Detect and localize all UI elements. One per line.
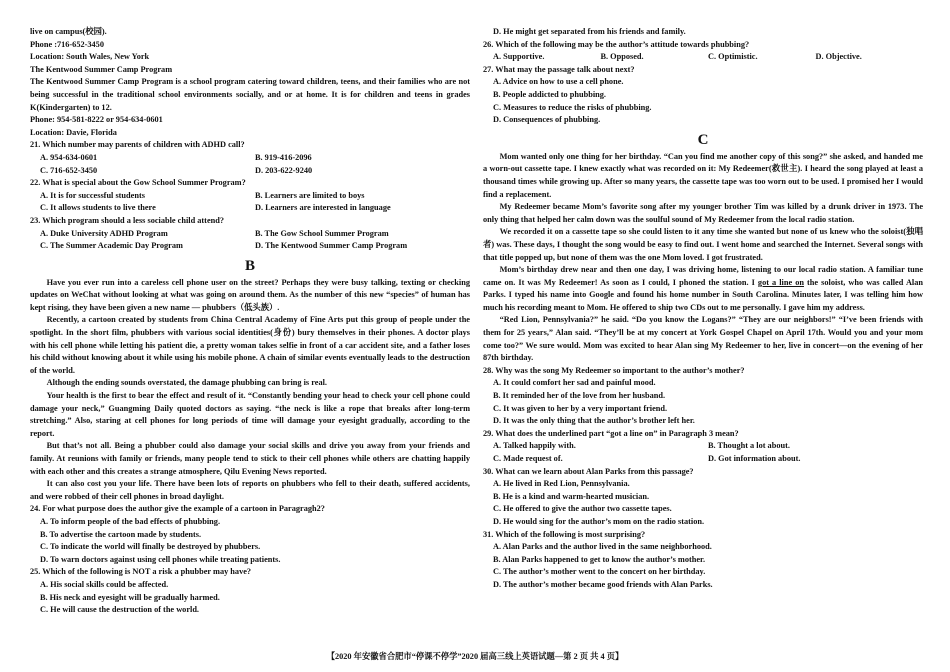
passage-b-paragraph: Your health is the first to bear the effect and result of it. “Constantly bending your head to check your cell phone could damage your neck,” Guangming Daily quoted doctors as saying. “the neck is like a rope that breaks after long-term stretching.” Also, staring at cell phones for long periods of time will damage your eyesight gradually, according to the report. (30, 391, 470, 438)
option-b: B. 919-416-2096 (255, 152, 312, 162)
question-24 (30, 503, 470, 566)
option-d: D. He might get separated from his friends and family. (493, 27, 686, 36)
paragraph-text: Mom’s birthday drew near and then one day, I was driving home, listening to our local radio station. A familiar tune came on. It was My Redeemer! As soon as I could, I phoned the station. I (483, 265, 923, 287)
option-a: A. Advice on how to use a cell phone. (493, 77, 624, 87)
option-a: A. He lived in Red Lion, Pennsylvania. (493, 479, 630, 489)
text-line: live on campus(校园). (30, 27, 107, 36)
question-stem: 23. Which program should a less sociable child attend? (30, 215, 225, 225)
option-c: C. The Summer Academic Day Program (40, 241, 183, 251)
right-column (483, 26, 923, 592)
option-a: A. To inform people of the bad effects of phubbing. (40, 516, 221, 526)
passage-c-paragraph: My Redeemer became Mom’s favorite song after my younger brother Tim was killed by a drunk driver in 1973. The only thing that helped her calm down was the soulful sound of My Redeemer from the local radio station. (483, 202, 923, 224)
paragraph-text: the soloist, who was called Alan Parks. I typed his name into Google and found his home number in South Carolina. Minutes later, I was telling him how much his recording meant to Mom. He offered to ship two CDs out to me personally. I gave him my address. (483, 277, 924, 312)
passage-c-paragraph: We recorded it on a cassette tape so she could listen to it any time she wanted but none of us knew who the soloist(独唱者) was. These days, I thought the song would be easy to find out. I went home and searched the Internet. Several songs with that title popped up, but none of them was the one Mom loved. I got frustrated. (483, 227, 923, 262)
passage-b-paragraph: It can also cost you your life. There have been lots of reports on phubbers who fell to their death, suffered accidents, and were robbed of their cell phones in broad daylight. (30, 479, 470, 501)
option-b: B. The Gow School Summer Program (255, 228, 389, 238)
option-a: A. It is for successful students (40, 190, 145, 200)
option-d: D. Learners are interested in language (255, 203, 391, 213)
question-21 (30, 139, 470, 177)
option-b: B. Alan Parks happened to get to know the author’s mother. (493, 554, 706, 564)
option-a: A. Duke University ADHD Program (40, 228, 168, 238)
passage-c-paragraph: Mom wanted only one thing for her birthday. “Can you find me another copy of this song?” she asked, and handed me a worn-out cassette tape. I knew exactly what was recorded on it: My Redeemer(救世主). I heard the song played at least a thousand times while growing up. After so many years, the cassette tape was too worn out to be used. I promised her I would find a replacement. (483, 151, 923, 199)
kentwood-description: The Kentwood Summer Camp Program is a school program catering toward children, teens, and their families who are not being successful in the traditional school environments socially, and or at home. It is for children and teens in grades K(Kindergarten) to 12. (30, 77, 470, 112)
section-b-title: B (244, 257, 255, 274)
option-c: C. 716-652-3450 (40, 165, 98, 175)
question-28 (483, 365, 923, 428)
option-d: D. It was the only thing that the author’s brother left her. (493, 416, 695, 426)
question-26 (483, 39, 923, 64)
passage-b-paragraph: Recently, a cartoon created by students from China Central Academy of Fine Arts put this group of people under the spotlight. In the short film, phubbers with various social identities(身份) bury themselves in their phones. A doctor plays with his cell phone while letting his patient die, a pretty woman takes selfie in front of a car accident site, and a father loses his child without knowing about it while using his mobile phone. A chain of similar events eventually leads to the destruction of the world. (30, 315, 470, 375)
question-30 (483, 466, 923, 529)
option-b: B. He is a kind and warm-hearted musician. (493, 491, 650, 501)
option-b: B. It reminded her of the love from her husband. (493, 391, 666, 401)
passage-b-paragraph: But that’s not all. Being a phubber could also damage your social skills and drive you away from your friends and family. At reunions with family or friends, many people tend to stick to their cell phones while others are chatting happily with each other and this creates a strange atmosphere, Qilu Evening News reported. (30, 441, 470, 476)
question-29 (483, 428, 923, 466)
text-line: Phone :716-652-3450 (30, 39, 104, 49)
passage-b-paragraph: Have you ever run into a careless cell phone user on the street? Perhaps they were busy talking, texting or checking updates on WeChat without looking at what was going on around them. As the number of this new “species” of human has kept rising, they have been given a new name — phubbers（低头族）. (30, 277, 470, 312)
option-b: B. People addicted to phubbing. (493, 89, 606, 99)
option-c: C. Measures to reduce the risks of phubbing. (493, 102, 652, 112)
question-25 (30, 566, 470, 616)
option-b: B. Thought a lot about. (708, 441, 790, 451)
option-c: C. The author’s mother went to the concert on her birthday. (493, 567, 706, 577)
option-b: B. Learners are limited to boys (255, 190, 365, 200)
passage-c-paragraph (483, 264, 923, 314)
option-c: C. To indicate the world will finally be destroyed by phubbers. (40, 542, 261, 552)
passage-c-paragraph: “Red Lion, Pennsylvania?” he said. “Do you know the Logans?” “They are our neighbors!” “I’ve been friends with them for 25 years,” Alan said. “They’ll be at my concert at York Gospel Chapel on April 17th. Would you and your mom come too?” We sure would. Mom was excited to hear Alan sing My Redeemer to her, live in concert—on the evening of her 87th birthday. (483, 315, 923, 363)
option-d: D. 203-622-9240 (255, 165, 313, 175)
text-line: The Kentwood Summer Camp Program (30, 64, 173, 74)
option-d: D. Objective. (815, 52, 862, 62)
option-a: A. 954-634-0601 (40, 152, 98, 162)
question-stem: 26. Which of the following may be the author’s attitude towards phubbing? (483, 39, 750, 49)
option-c: C. It was given to her by a very important friend. (493, 403, 668, 413)
section-c-title: C (697, 131, 709, 148)
kentwood-location: Location: Davie, Florida (30, 127, 117, 137)
option-b: B. His neck and eyesight will be gradually harmed. (40, 592, 220, 602)
option-b: B. To advertise the cartoon made by students. (40, 529, 202, 539)
option-b: B. Opposed. (600, 52, 644, 62)
option-a: A. Supportive. (493, 52, 545, 62)
option-d: D. To warn doctors against using cell phones while treating patients. (40, 554, 281, 564)
question-stem: 21. Which number may parents of children with ADHD call? (30, 140, 245, 150)
option-c: C. It allows students to live there (40, 203, 156, 213)
question-22 (30, 177, 470, 215)
option-a: A. His social skills could be affected. (40, 579, 169, 589)
option-c: C. He will cause the destruction of the world. (40, 605, 200, 615)
option-d: D. The Kentwood Summer Camp Program (255, 241, 408, 251)
question-31 (483, 529, 923, 592)
option-c: C. Optimistic. (708, 52, 758, 62)
option-c: C. Made request of. (493, 454, 563, 463)
left-column (30, 26, 470, 617)
option-d: D. The author’s mother became good friends with Alan Parks. (493, 579, 713, 589)
passage-b-paragraph: Although the ending sounds overstated, the damage phubbing can bring is real. (46, 378, 327, 388)
option-c: C. He offered to give the author two cassette tapes. (493, 504, 672, 514)
question-stem: 31. Which of the following is most surprising? (483, 529, 646, 539)
question-23 (30, 215, 470, 253)
option-a: A. It could comfort her sad and painful mood. (493, 378, 656, 388)
option-a: A. Alan Parks and the author lived in the same neighborhood. (493, 542, 712, 552)
question-stem: 22. What is special about the Gow School Summer Program? (30, 178, 246, 188)
question-27 (483, 64, 923, 127)
text-line: Location: South Wales, New York (30, 52, 150, 62)
question-stem: 27. What may the passage talk about next? (483, 64, 635, 74)
option-a: A. Talked happily with. (493, 441, 576, 451)
kentwood-phone: Phone: 954-581-8222 or 954-634-0601 (30, 115, 163, 125)
option-d: D. He would sing for the author’s mom on the radio station. (493, 516, 705, 526)
question-stem: 25. Which of the following is NOT a risk a phubber may have? (30, 567, 252, 577)
option-d: D. Consequences of phubbing. (493, 115, 601, 125)
question-stem: 28. Why was the song My Redeemer so important to the author’s mother? (483, 365, 745, 375)
underlined-phrase: got a line on (757, 277, 804, 287)
question-stem: 29. What does the underlined part “got a line on” in Paragraph 3 mean? (483, 428, 739, 438)
page-footer: 【2020 年安徽省合肥市“停课不停学”2020 届高三线上英语试题—第 2 页 共 4 页】 (326, 652, 624, 661)
option-d: D. Got information about. (708, 454, 801, 463)
question-stem: 30. What can we learn about Alan Parks from this passage? (483, 466, 694, 476)
question-stem: 24. For what purpose does the author give the example of a cartoon in Paragragh2? (30, 504, 325, 514)
